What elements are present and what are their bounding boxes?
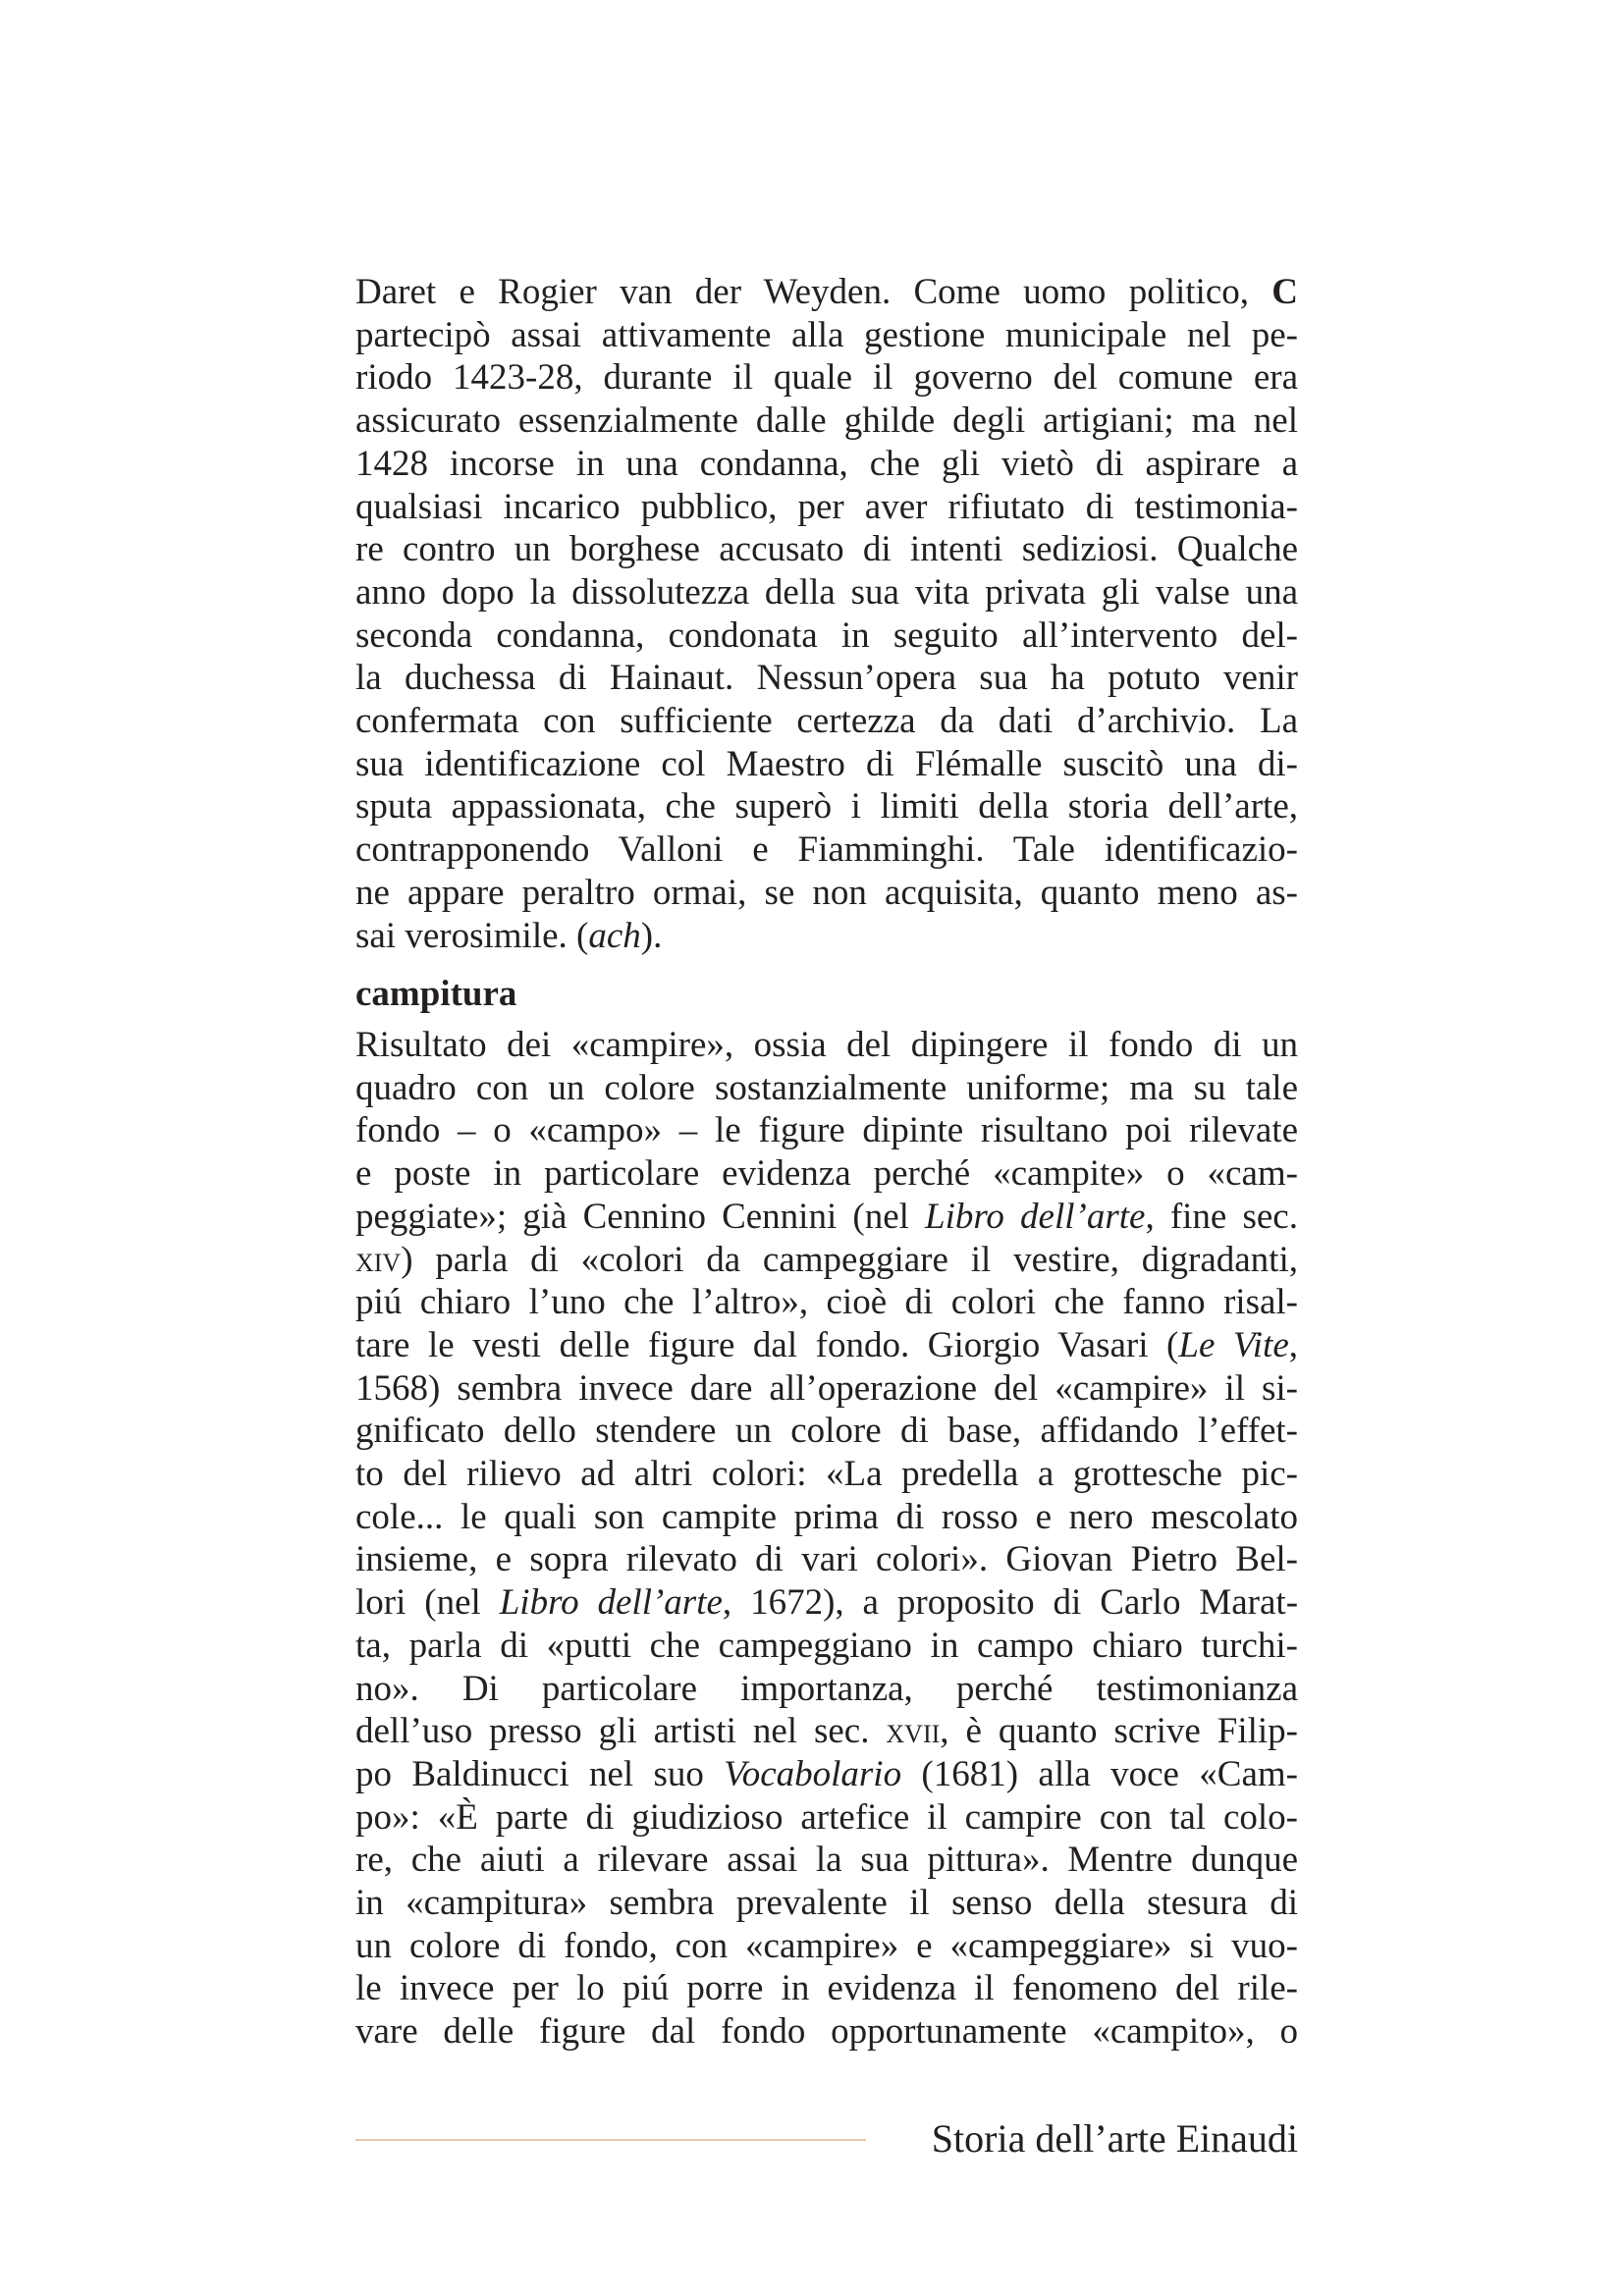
text-span: , fine sec.: [1145, 1196, 1298, 1237]
text-line: [355, 1753, 1298, 1795]
text-span: sputa appassionata, che superò i limiti della storia dell’arte,: [355, 786, 1298, 828]
text-span: un colore di fondo, con «campire» e «campeggiare» si vuo-: [355, 1925, 1298, 1966]
text-span: Risultato dei «campire», ossia del dipingere il fondo di un: [355, 1025, 1298, 1065]
text-line: [355, 314, 1298, 356]
text-line: [355, 614, 1298, 657]
small-caps-span: xiv: [355, 1239, 402, 1280]
text-line: [355, 915, 1298, 957]
text-span: ne appare peraltro ormai, se non acquisita, quanto meno as-: [355, 872, 1298, 913]
text-line: [355, 443, 1298, 485]
text-line: [355, 1109, 1298, 1151]
text-span: re contro un borghese accusato di intenti sediziosi. Qualche: [355, 529, 1298, 570]
text-line: [355, 828, 1298, 871]
text-span: to del rilievo ad altri colori: «La predella a grottesche pic-: [355, 1454, 1298, 1494]
text-span: re, che aiuti a rilevare assai la sua pittura». Mentre dunque: [355, 1840, 1298, 1881]
footer-rule: [355, 2139, 866, 2141]
text-span: contrapponendo Valloni e Fiamminghi. Tale identificazio-: [355, 829, 1298, 871]
text-line: [355, 486, 1298, 528]
italic-span: Libro dell’arte: [499, 1582, 723, 1624]
text-span: anno dopo la dissolutezza della sua vita privata gli valse una: [355, 571, 1298, 613]
italic-span: Libro dell’arte: [925, 1196, 1146, 1237]
text-line: [355, 872, 1298, 914]
text-line: [355, 2010, 1298, 2053]
text-span: tare le vesti delle figure dal fondo. Giorgio Vasari (: [355, 1324, 1179, 1365]
text-line: [355, 1152, 1298, 1195]
text-line: [355, 1067, 1298, 1109]
text-line: [355, 1496, 1298, 1538]
text-span: insieme, e sopra rilevato di vari colori». Giovan Pietro Bel-: [355, 1539, 1298, 1580]
italic-span: Vocabolario: [724, 1753, 902, 1794]
text-line: [355, 1281, 1298, 1323]
text-line: [355, 1967, 1298, 2009]
text-span: qualsiasi incarico pubblico, per aver rifiutato di testimonia-: [355, 486, 1298, 527]
italic-span: ach: [588, 915, 641, 956]
text-span: sua identificazione col Maestro di Flémalle suscitò una di-: [355, 743, 1298, 784]
text-span: fondo – o «campo» – le figure dipinte risultano poi rilevate: [355, 1110, 1298, 1151]
text-span: no». Di particolare importanza, perché testimonianza: [355, 1668, 1298, 1709]
text-line: [355, 1925, 1298, 1967]
text-line: [355, 1538, 1298, 1580]
text-span: partecipò assai attivamente alla gestione municipale nel pe-: [355, 314, 1298, 355]
text-line: [355, 1581, 1298, 1624]
text-span: ).: [640, 915, 663, 956]
text-span: confermata con sufficiente certezza da dati d’archivio. La: [355, 701, 1298, 741]
footer-title: Storia dell’arte Einaudi: [931, 2116, 1298, 2161]
text-span: riodo 1423-28, durante il quale il governo del comune era: [355, 357, 1298, 399]
text-line: [355, 1882, 1298, 1924]
entry-headword: campitura: [355, 974, 517, 1014]
text-span: 1568) sembra invece dare all’operazione del «campire» il si-: [355, 1367, 1298, 1409]
text-span: assicurato essenzialmente dalle ghilde degli artigiani; ma nel: [355, 400, 1298, 442]
text-line: [355, 1839, 1298, 1881]
text-span: sai verosimile. (: [355, 915, 589, 956]
text-span: po Baldinucci nel suo: [355, 1753, 725, 1794]
text-line: [355, 700, 1298, 742]
text-span: seconda condanna, condonata in seguito all’intervento del-: [355, 614, 1298, 656]
text-line: [355, 1796, 1298, 1839]
text-span: e poste in particolare evidenza perché «campite» o «cam-: [355, 1153, 1298, 1195]
text-line: [355, 271, 1298, 313]
text-line: [355, 1453, 1298, 1495]
text-line: [355, 400, 1298, 442]
text-span: ,: [1288, 1324, 1298, 1365]
text-line: [355, 743, 1298, 785]
italic-span: Le Vite: [1178, 1324, 1289, 1365]
text-span: in «campitura» sembra prevalente il senso della stesura di: [355, 1883, 1298, 1923]
text-line: [355, 1367, 1298, 1410]
text-line: [355, 528, 1298, 570]
text-span: (1681) alla voce «Cam-: [901, 1753, 1298, 1794]
text-line: [355, 356, 1298, 399]
small-caps-span: xvii: [886, 1711, 941, 1752]
text-line: [355, 571, 1298, 614]
text-span: Daret e Rogier van der Weyden. Come uomo politico,: [355, 272, 1272, 312]
text-span: piú chiaro l’uno che l’altro», cioè di colori che fanno risal-: [355, 1282, 1298, 1323]
text-span: po»: «È parte di giudizioso artefice il campire con tal colo-: [355, 1796, 1298, 1838]
text-span: dell’uso presso gli artisti nel sec.: [355, 1711, 887, 1752]
text-span: vare delle figure dal fondo opportunamente «campito», o: [355, 2011, 1298, 2053]
text-span: , è quanto scrive Filip-: [940, 1711, 1298, 1752]
text-line: [355, 1668, 1298, 1710]
text-span: gnificato dello stendere un colore di base, affidando l’effet-: [355, 1411, 1298, 1452]
text-line: [355, 1625, 1298, 1667]
text-span: ta, parla di «putti che campeggiano in campo chiaro turchi-: [355, 1625, 1298, 1666]
text-span: la duchessa di Hainaut. Nessun’opera sua ha potuto venir: [355, 658, 1298, 699]
text-line: [355, 1239, 1298, 1281]
text-line: [355, 1324, 1298, 1366]
text-span: le invece per lo piú porre in evidenza il fenomeno del rile-: [355, 1968, 1298, 2009]
text-span: peggiate»; già Cennino Cennini (nel: [355, 1196, 926, 1237]
text-line: [355, 657, 1298, 699]
text-span: lori (nel: [355, 1582, 500, 1624]
text-span: 1428 incorse in una condanna, che gli vietò di aspirare a: [355, 443, 1298, 484]
text-span: quadro con un colore sostanzialmente uniforme; ma su tale: [355, 1067, 1298, 1108]
text-span: ) parla di «colori da campeggiare il vestire, digradanti,: [401, 1239, 1298, 1280]
text-line: [355, 1410, 1298, 1452]
bold-span: C: [1271, 272, 1298, 312]
text-line: [355, 1196, 1298, 1238]
text-span: , 1672), a proposito di Carlo Marat-: [722, 1582, 1299, 1624]
text-line: [355, 1024, 1298, 1066]
text-line: [355, 1710, 1298, 1752]
text-span: cole... le quali son campite prima di rosso e nero mescolato: [355, 1496, 1298, 1537]
text-line: [355, 785, 1298, 828]
